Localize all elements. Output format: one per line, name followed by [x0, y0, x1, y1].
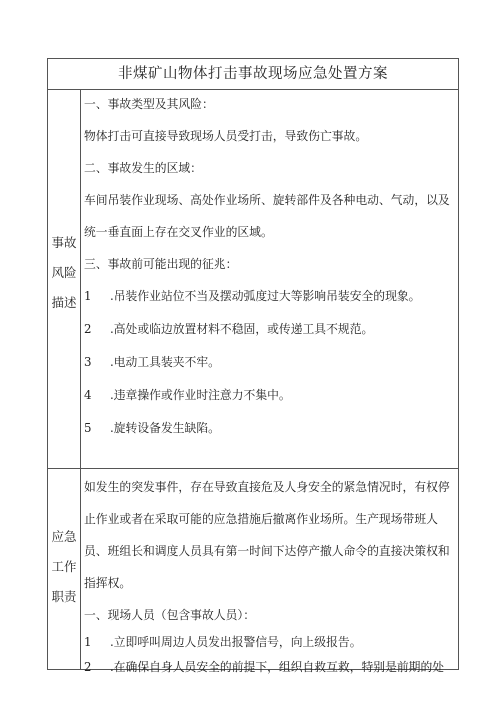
- text-line: 车间吊装作业现场、高处作业场所、旋转部件及各种电动、气动，以及: [84, 193, 450, 207]
- item-number: 4: [84, 388, 92, 402]
- list-item: [84, 658, 444, 675]
- label-line: 职责: [51, 589, 77, 604]
- item-number: 1: [84, 635, 92, 649]
- item-text: .吊装作业站位不当及摆动弧度过大等影响吊装安全的现象。: [110, 289, 421, 303]
- list-item: [84, 419, 220, 436]
- text-line: 二、事故发生的区域：: [84, 161, 202, 175]
- item-number: 5: [84, 421, 92, 435]
- item-text: .立即呼叫周边人员发出报警信号，向上级报告。: [110, 635, 362, 649]
- text-line: 止作业或者在采取可能的应急措施后撤离作业场所。生产现场带班人: [84, 512, 438, 526]
- item-number: 2: [84, 322, 92, 336]
- item-number: 3: [84, 355, 92, 369]
- label-line: 事故: [51, 235, 77, 250]
- item-number: 2: [84, 660, 92, 674]
- list-item: [84, 320, 373, 337]
- list-item: [84, 633, 362, 650]
- text-line: 一、现场人员（包含事故人员）：: [84, 608, 256, 622]
- section-label: [48, 469, 81, 669]
- label-line: 应急: [51, 529, 77, 544]
- text-line: 一、事故类型及其风险：: [84, 97, 214, 111]
- text-line: 统一垂直面上存在交叉作业的区域。: [84, 225, 273, 239]
- text-line: 指挥权。: [84, 576, 132, 590]
- document-title: 非煤矿山物体打击事故现场应急处置方案: [48, 59, 458, 90]
- section-label: [48, 90, 81, 468]
- label-line: 工作: [51, 559, 77, 574]
- section-content: [81, 90, 458, 468]
- list-item: [84, 353, 220, 370]
- text-line: 物体打击可直接导致现场人员受打击，导致伤亡事故。: [84, 129, 368, 143]
- section-risk-description: [48, 90, 458, 469]
- label-line: 风险: [51, 265, 77, 280]
- text-line: 员、班组长和调度人员具有第一时间下达停产撤人命令的直接决策权和: [84, 544, 450, 558]
- text-line: 三、事故前可能出现的征兆：: [84, 257, 238, 271]
- text-line: 如发生的突发事件，存在导致直接危及人身安全的紧急情况时，有权停: [84, 480, 450, 494]
- list-item: [84, 287, 420, 304]
- item-text: .电动工具装夹不牢。: [110, 355, 220, 369]
- item-text: .旋转设备发生缺陷。: [110, 421, 220, 435]
- list-item: [84, 386, 291, 403]
- section-emergency-duties: [48, 469, 458, 674]
- item-text: .高处或临边放置材料不稳固，或传递工具不规范。: [110, 322, 374, 336]
- item-number: 1: [84, 289, 92, 303]
- emergency-plan-table: [47, 58, 459, 674]
- label-line: 描述: [51, 295, 77, 310]
- item-text: .违章操作或作业时注意力不集中。: [110, 388, 291, 402]
- section-content: [81, 469, 458, 674]
- item-text: .在确保自身人员安全的前提下，组织自救互救，特别是前期的处: [110, 660, 445, 674]
